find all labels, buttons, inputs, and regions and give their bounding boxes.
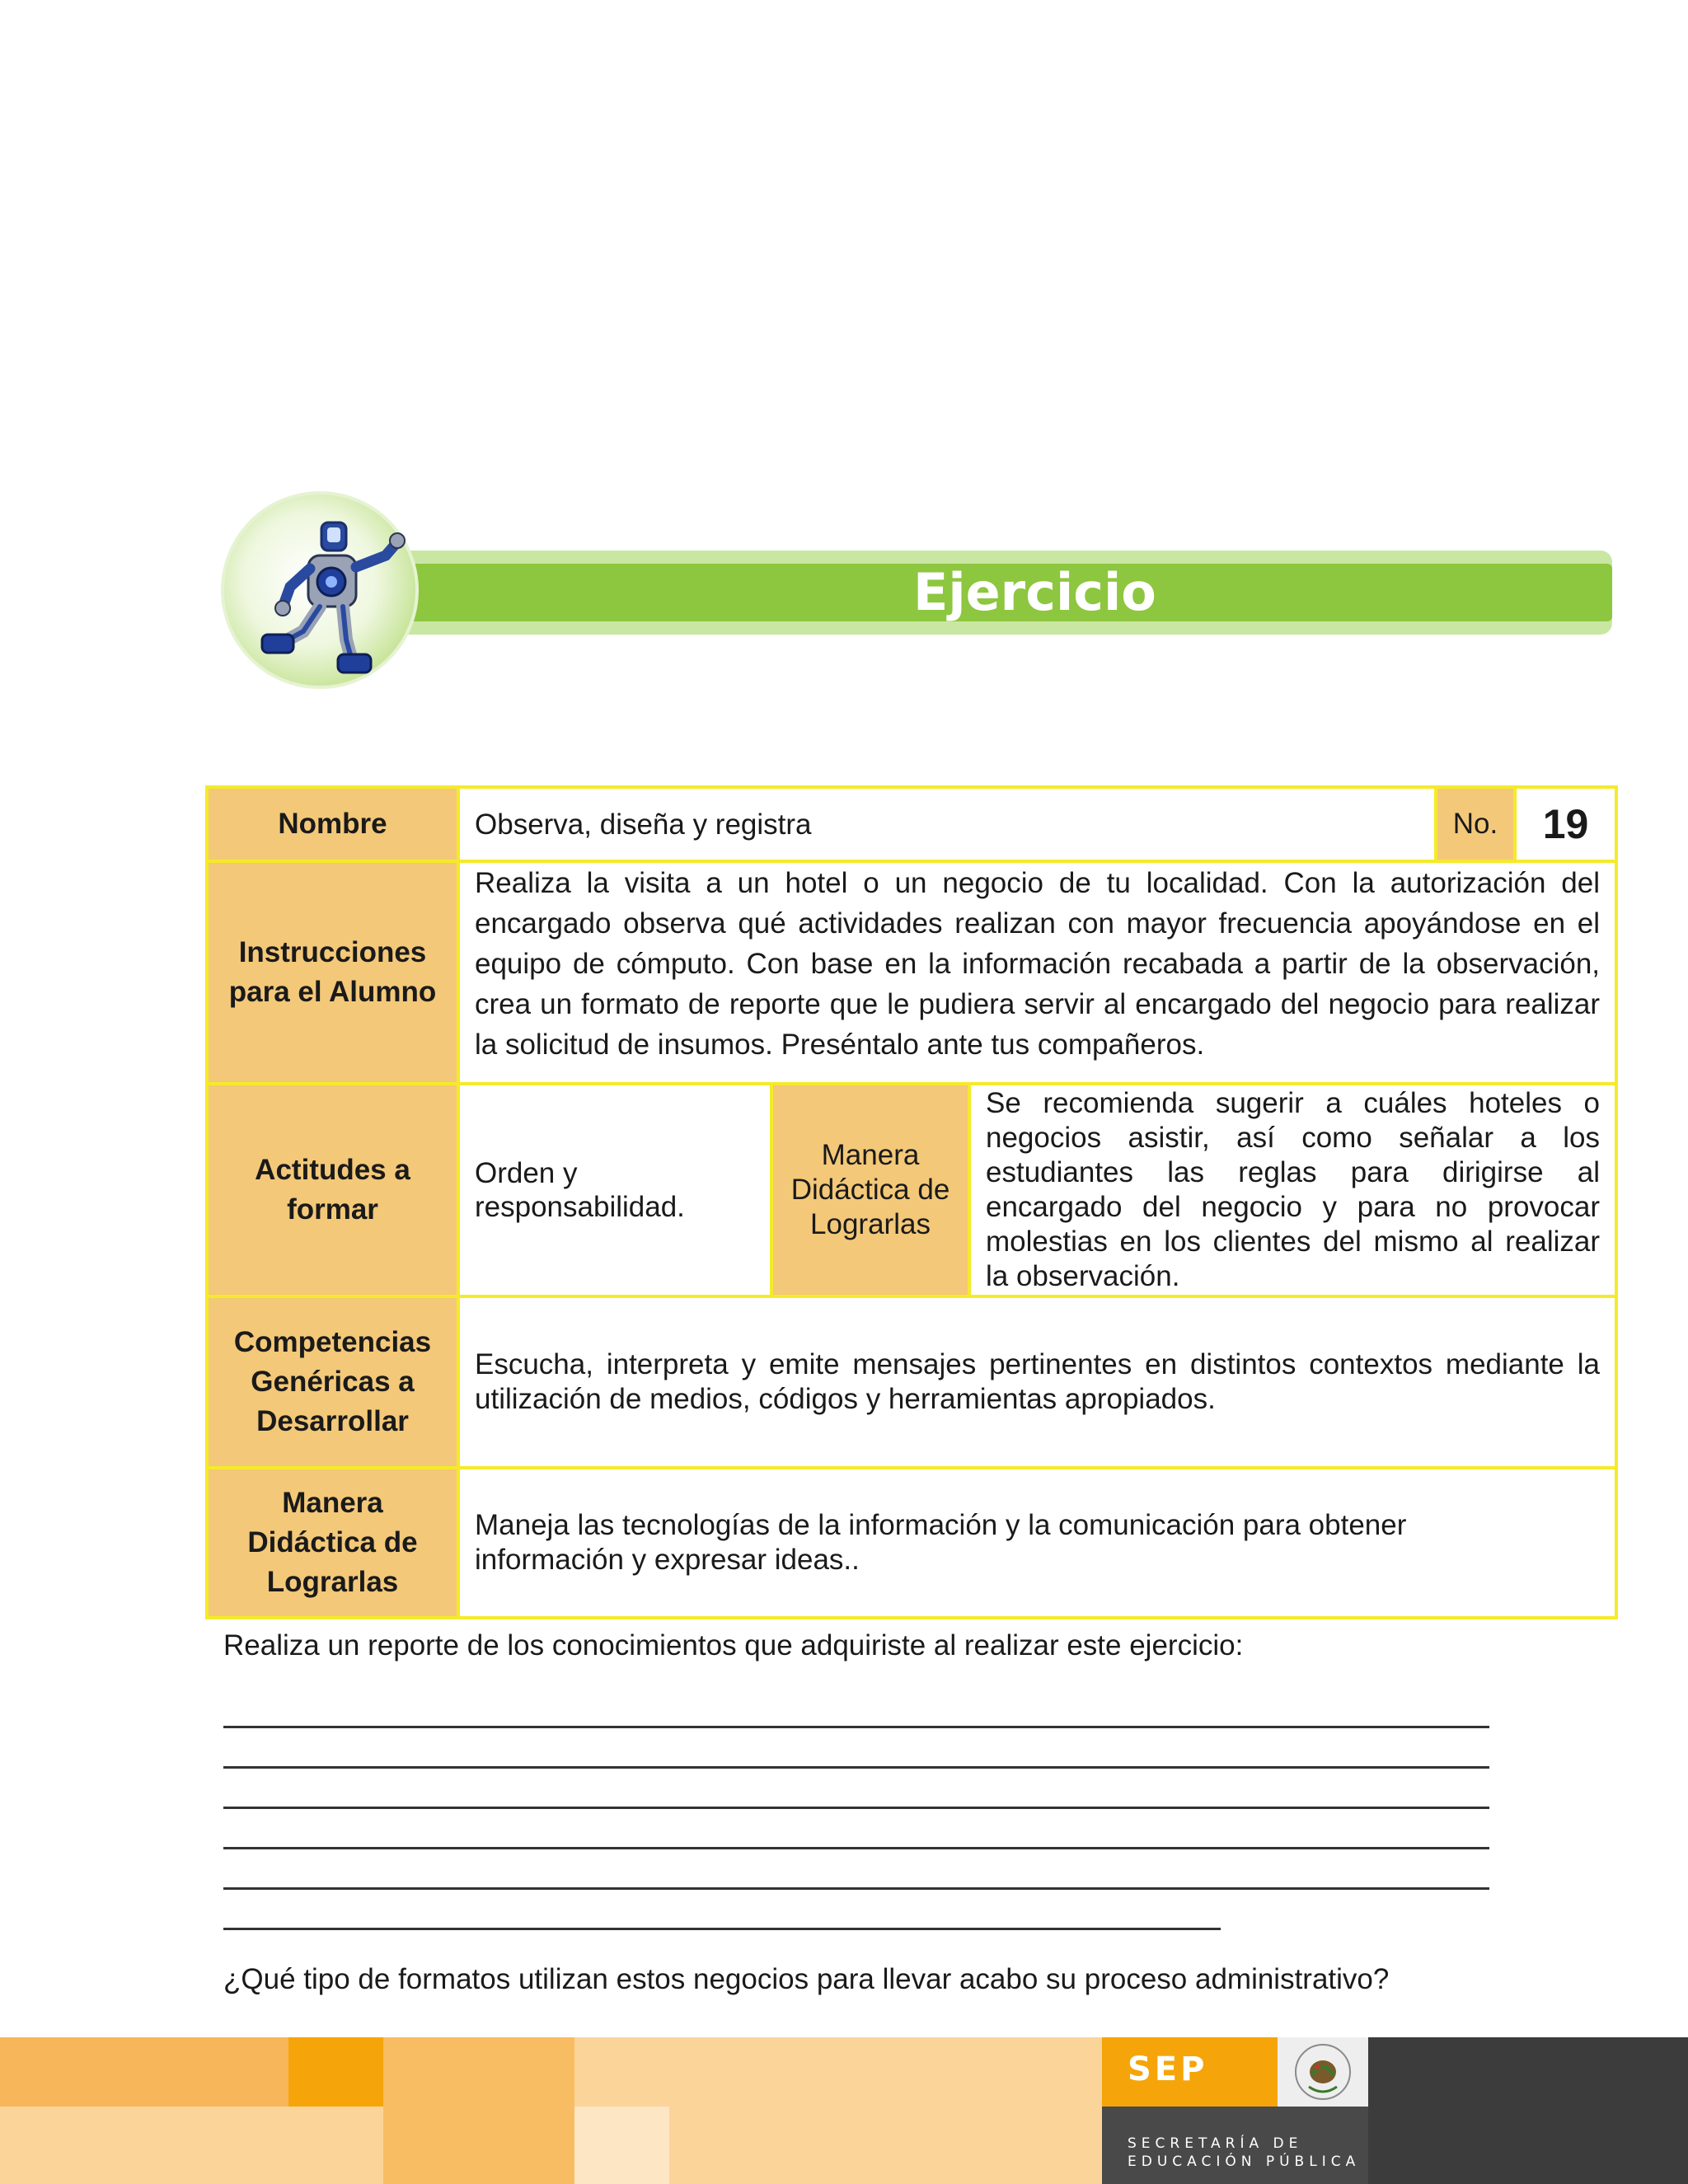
table-row-instrucciones xyxy=(207,861,1616,1084)
sep-subtitle-line-1: SECRETARÍA DE xyxy=(1128,2135,1303,2152)
actitudes-value xyxy=(458,1084,771,1296)
footer-block xyxy=(383,2107,574,2184)
footer-band xyxy=(0,2037,1688,2184)
answer-line[interactable] xyxy=(223,1928,1221,1930)
footer-dark-block xyxy=(1368,2037,1688,2184)
manera-didactica-value xyxy=(458,1468,1616,1618)
footer-block xyxy=(669,2107,1102,2184)
competencias-value: Escucha, interpreta y emite mensajes pertinentes en distintos contextos mediante la utilización de medios, códigos y herramientas apropiados. xyxy=(458,1296,1616,1468)
answer-line[interactable] xyxy=(223,1807,1489,1809)
instrucciones-value: Realiza la visita a un hotel o un negocio de tu localidad. Con la autorización del encargado observa qué actividades realizan con mayor frecuencia apoyándose en el equipo de cómputo. Con base en la información recabada a partir de la observación, crea un formato de reporte que le pudiera servir al encargado del negocio para realizar la solicitud de insumos. Preséntalo ante tus compañeros. xyxy=(458,861,1616,1084)
competencias-label xyxy=(207,1296,458,1468)
answer-line[interactable] xyxy=(223,1887,1489,1890)
manera-label-line-2: Didáctica de xyxy=(247,1526,418,1558)
table-row-actitudes xyxy=(207,1084,1616,1296)
footer-block xyxy=(574,2107,669,2184)
instrucciones-label-line-1: Instrucciones xyxy=(238,936,427,968)
footer-block xyxy=(574,2037,1102,2107)
actitudes-label-line-2: formar xyxy=(287,1193,378,1226)
sep-logo: SEP xyxy=(1128,2050,1208,2088)
question-text: ¿Qué tipo de formatos utilizan estos negocios para llevar acabo su proceso administrativo? xyxy=(223,1963,1390,1995)
manera-inner-line-2: Didáctica de xyxy=(790,1174,950,1206)
footer-block xyxy=(0,2037,288,2107)
manera-label-line-1: Manera xyxy=(282,1487,383,1519)
report-prompt: Realiza un reporte de los conocimientos que adquiriste al realizar este ejercicio: xyxy=(223,1629,1244,1661)
table-row-nombre xyxy=(207,787,1616,861)
manera-didactica-label xyxy=(207,1468,458,1618)
instrucciones-label xyxy=(207,861,458,1084)
actitudes-value-line-2: responsabilidad. xyxy=(475,1191,685,1223)
answer-line[interactable] xyxy=(223,1847,1489,1849)
competencias-label-line-2: Genéricas a xyxy=(251,1366,415,1398)
exercise-banner xyxy=(221,491,1615,697)
manera-didactica-inner-label xyxy=(771,1084,969,1296)
actitudes-label xyxy=(207,1084,458,1296)
competencias-label-line-3: Desarrollar xyxy=(256,1405,409,1437)
manera-didactica-inner-value: Se recomienda sugerir a cuáles hoteles o negocios asistir, así como señalar a los estudiantes las reglas para dirigirse al encargado del negocio y para no provocar molestias en los clientes del mismo al realizar la observación. xyxy=(969,1084,1616,1296)
mexican-coat-of-arms-icon xyxy=(1291,2042,1355,2102)
manera-label-line-3: Lograrlas xyxy=(266,1566,399,1598)
sep-subtitle xyxy=(1128,2135,1360,2171)
sep-subtitle-line-2: EDUCACIÓN PÚBLICA xyxy=(1128,2154,1361,2170)
actitudes-label-line-1: Actitudes a xyxy=(255,1154,410,1186)
answer-line[interactable] xyxy=(223,1766,1489,1769)
nombre-label: Nombre xyxy=(207,787,458,861)
manera-value-line-1: Maneja las tecnologías de la información y la comunicación para obtener xyxy=(475,1509,1407,1541)
table-row-competencias xyxy=(207,1296,1616,1468)
exercise-info-table xyxy=(205,785,1618,1619)
actitudes-value-line-1: Orden y xyxy=(475,1157,578,1189)
no-label: No. xyxy=(1436,787,1515,861)
manera-value-line-2: información y expresar ideas.. xyxy=(475,1544,860,1576)
footer-block xyxy=(288,2037,383,2107)
competencias-label-line-1: Competencias xyxy=(233,1326,432,1358)
robot-mascot-icon xyxy=(246,508,410,681)
instrucciones-label-line-2: para el Alumno xyxy=(228,976,437,1008)
manera-inner-line-1: Manera xyxy=(821,1139,920,1171)
footer-block xyxy=(383,2037,574,2107)
exercise-number: 19 xyxy=(1515,787,1616,861)
manera-inner-line-3: Lograrlas xyxy=(810,1208,931,1240)
answer-line[interactable] xyxy=(223,1726,1489,1728)
banner-title: Ejercicio xyxy=(913,562,1156,622)
table-row-manera-didactica xyxy=(207,1468,1616,1618)
nombre-value: Observa, diseña y registra xyxy=(458,787,1436,861)
